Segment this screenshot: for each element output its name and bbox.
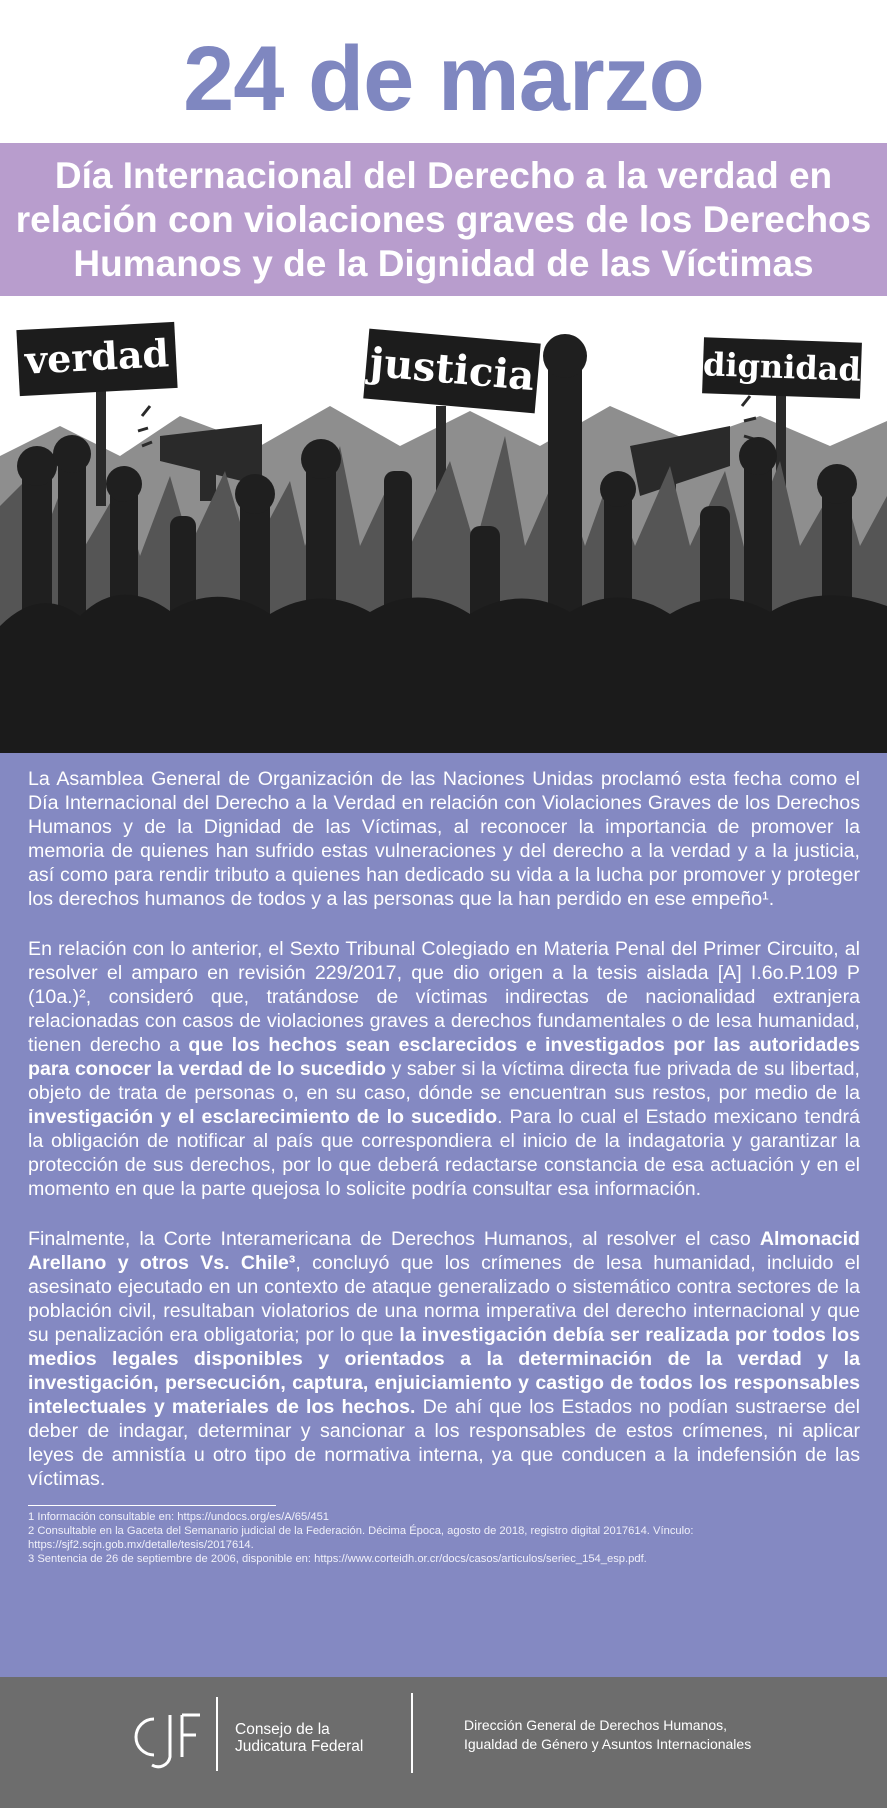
- cjf-logo-icon: [126, 1699, 206, 1779]
- footnote-1: 1 Información consultable en: https://undocs.org/es/A/65/451: [28, 1511, 330, 1523]
- paragraph-tribunal: En relación con lo anterior, el Sexto Tribunal Colegiado en Materia Penal del Primer Circuito, al resolver el amparo en revisión 229/2017, que dio origen a la tesis aislada [A] I.6o.P.109 P (10a.)², consideró que, tratándose de víctimas indirectas de nacionalidad extranjera relacionadas con casos de violaciones graves a derechos fundamentales o de lesa humanidad, tienen derecho a que los hechos sean esclarecidos e investigados por las autoridades para conocer la verdad de lo sucedido y saber si la víctima directa fue privada de su libertad, objeto de trata de personas o, en su caso, dónde se encuentran sus restos, por medio de la investigación y el esclarecimiento de lo sucedido. Para lo cual el Estado mexicano tendrá la obligación de notificar al país que correspondiera el inicio de la indagatoria y garantizar la protección de sus derechos, por lo que deberá redactarse constancia de esa actuación y en el momento en que la parte quejosa lo solicite podría consultar esa información.: [28, 938, 861, 1200]
- subtitle-text: Día Internacional del Derecho a la verdad en relación con violaciones graves de los Derechos Humanos y de la Dignidad de las Víctimas: [15, 154, 872, 284]
- crowd-front-layer: [0, 595, 887, 754]
- council-name: Consejo de la Judicatura Federal: [235, 1721, 364, 1755]
- protest-illustration: [0, 296, 887, 754]
- footnote-3: 3 Sentencia de 26 de septiembre de 2006, disponible en: https://www.corteidh.or.cr/docs/casos/articulos/seriec_154_esp.pdf.: [28, 1553, 647, 1565]
- footer-divider: [411, 1693, 413, 1773]
- footnote-2: 2 Consultable en la Gaceta del Semanario judicial de la Federación. Décima Época, agosto de 2018, registro digital 2017614. Vínculo: https://sjf2.scjn.gob.mx/detalle/tesis/2017614.: [28, 1525, 694, 1551]
- logo-divider: [216, 1697, 218, 1771]
- footer: [0, 1677, 887, 1808]
- sign-label-verdad: verdad: [23, 330, 171, 383]
- sign-label-dignidad: dignidad: [702, 345, 862, 389]
- directorate-name: Dirección General de Derechos Humanos, Igualdad de Género y Asuntos Internacionales: [464, 1717, 752, 1752]
- paragraph-inter-american-court: Finalmente, la Corte Interamericana de Derechos Humanos, al resolver el caso Almonacid Arellano y otros Vs. Chile³, concluyó que los crímenes de lesa humanidad, incluido el asesinato ejecutado en un contexto de ataque generalizado o sistemático contra sectores de la población civil, resultaban violatorios de una norma imperativa del derecho internacional y que su penalización era obligatoria; por lo que la investigación debía ser realizada por todos los medios legales disponibles y orientados a la determinación de la verdad y la investigación, persecución, captura, enjuiciamiento y castigo de todos los responsables intelectuales y materiales de los hechos. De ahí que los Estados no podían sustraerse del deber de indagar, determinar y sancionar a los responsables de estos crímenes, ni aplicar leyes de amnistía u otro tipo de normativa interna, ya que conducen a la indefensión de las víctimas.: [28, 1228, 861, 1490]
- body-section: [0, 753, 887, 1677]
- page-title: 24 de marzo: [183, 28, 704, 130]
- footnote-divider: [28, 1505, 276, 1506]
- subtitle-banner: [0, 143, 887, 296]
- sign-label-justicia: justicia: [367, 338, 537, 401]
- paragraph-un-proclamation: La Asamblea General de Organización de las Naciones Unidas proclamó esta fecha como el Día Internacional del Derecho a la Verdad en relación con Violaciones Graves de los Derechos Humanos y de la Dignidad de las Víctimas, al reconocer la importancia de promover la memoria de quienes han sufrido estas vulneraciones y del derecho a la verdad y a la justicia, así como para rendir tributo a quienes han dedicado su vida a la lucha por promover y proteger los derechos humanos de todos y a las personas que la han perdido en ese empeño¹.: [28, 768, 860, 910]
